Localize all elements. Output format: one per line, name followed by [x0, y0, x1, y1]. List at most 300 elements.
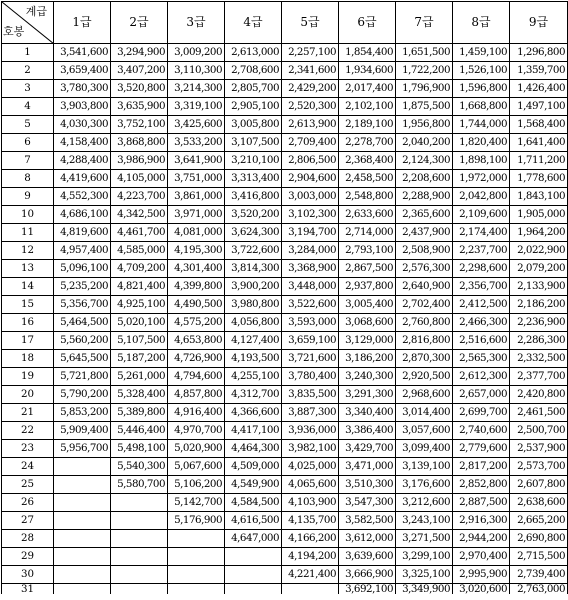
step-cell: 8 [2, 170, 54, 188]
salary-cell: 2,548,800 [339, 188, 396, 206]
salary-cell: 3,005,400 [339, 296, 396, 314]
table-row [2, 350, 568, 368]
salary-cell: 2,124,300 [396, 152, 453, 170]
salary-cell: 5,107,500 [111, 332, 168, 350]
salary-cell: 3,814,300 [225, 260, 282, 278]
salary-cell: 3,900,200 [225, 278, 282, 296]
salary-cell: 2,944,200 [453, 530, 510, 548]
salary-cell: 2,699,700 [453, 404, 510, 422]
salary-cell: 5,176,900 [168, 512, 225, 530]
salary-cell: 4,030,300 [54, 116, 111, 134]
salary-cell: 4,103,900 [282, 494, 339, 512]
table-row [2, 170, 568, 188]
salary-cell: 2,236,900 [510, 314, 568, 332]
salary-cell: 3,313,400 [225, 170, 282, 188]
salary-cell: 4,417,100 [225, 422, 282, 440]
salary-cell: 3,887,300 [282, 404, 339, 422]
salary-cell: 2,109,600 [453, 206, 510, 224]
salary-cell: 3,068,600 [339, 314, 396, 332]
table-row [2, 404, 568, 422]
step-cell: 7 [2, 152, 54, 170]
step-cell: 31 [2, 584, 54, 595]
salary-cell: 3,541,600 [54, 44, 111, 62]
step-cell: 16 [2, 314, 54, 332]
salary-cell: 1,744,000 [453, 116, 510, 134]
salary-cell: 4,056,800 [225, 314, 282, 332]
salary-cell: 2,995,900 [453, 566, 510, 584]
salary-cell: 1,668,800 [453, 98, 510, 116]
salary-cell [54, 530, 111, 548]
salary-cell: 1,964,200 [510, 224, 568, 242]
salary-cell: 2,286,300 [510, 332, 568, 350]
salary-cell: 2,102,100 [339, 98, 396, 116]
salary-cell: 3,099,400 [396, 440, 453, 458]
salary-cell: 5,560,200 [54, 332, 111, 350]
salary-cell: 3,624,300 [225, 224, 282, 242]
salary-cell: 5,235,200 [54, 278, 111, 296]
step-cell: 27 [2, 512, 54, 530]
salary-cell: 3,416,800 [225, 188, 282, 206]
salary-cell: 4,461,700 [111, 224, 168, 242]
salary-cell: 2,133,900 [510, 278, 568, 296]
salary-cell: 2,429,200 [282, 80, 339, 98]
salary-cell: 4,419,600 [54, 170, 111, 188]
salary-cell: 5,187,200 [111, 350, 168, 368]
salary-cell [225, 584, 282, 595]
salary-cell: 4,366,600 [225, 404, 282, 422]
step-cell: 14 [2, 278, 54, 296]
salary-cell: 3,751,000 [168, 170, 225, 188]
salary-cell: 3,212,600 [396, 494, 453, 512]
salary-cell: 1,905,000 [510, 206, 568, 224]
salary-cell: 3,752,100 [111, 116, 168, 134]
salary-cell: 4,647,000 [225, 530, 282, 548]
salary-cell: 3,971,000 [168, 206, 225, 224]
table-row [2, 422, 568, 440]
salary-cell: 3,612,000 [339, 530, 396, 548]
salary-cell: 5,096,100 [54, 260, 111, 278]
salary-cell: 3,659,100 [282, 332, 339, 350]
step-cell: 25 [2, 476, 54, 494]
salary-cell: 5,790,200 [54, 386, 111, 404]
salary-cell: 4,105,000 [111, 170, 168, 188]
salary-cell: 3,009,200 [168, 44, 225, 62]
salary-cell: 3,936,000 [282, 422, 339, 440]
salary-cell: 2,368,400 [339, 152, 396, 170]
salary-cell [111, 566, 168, 584]
table-row [2, 530, 568, 548]
salary-cell: 4,584,500 [225, 494, 282, 512]
salary-cell: 2,607,800 [510, 476, 568, 494]
salary-cell: 4,194,200 [282, 548, 339, 566]
salary-cell [111, 548, 168, 566]
step-cell: 9 [2, 188, 54, 206]
salary-cell [111, 584, 168, 595]
salary-cell: 2,613,900 [282, 116, 339, 134]
salary-cell: 4,464,300 [225, 440, 282, 458]
salary-cell: 4,127,400 [225, 332, 282, 350]
table-row [2, 494, 568, 512]
step-cell: 24 [2, 458, 54, 476]
salary-cell: 1,459,100 [453, 44, 510, 62]
salary-cell: 3,407,200 [111, 62, 168, 80]
table-row [2, 134, 568, 152]
corner-header-cell [2, 2, 54, 44]
salary-cell: 2,365,600 [396, 206, 453, 224]
grade-header: 3급 [168, 2, 225, 44]
salary-cell: 2,793,100 [339, 242, 396, 260]
salary-cell: 2,341,600 [282, 62, 339, 80]
salary-cell: 2,017,400 [339, 80, 396, 98]
salary-cell: 3,349,900 [396, 584, 453, 595]
salary-cell: 1,956,800 [396, 116, 453, 134]
salary-cell: 5,106,200 [168, 476, 225, 494]
salary-cell: 2,970,400 [453, 548, 510, 566]
grade-header: 6급 [339, 2, 396, 44]
grade-header: 7급 [396, 2, 453, 44]
salary-cell: 5,464,500 [54, 314, 111, 332]
salary-cell: 2,288,900 [396, 188, 453, 206]
table-row [2, 584, 568, 595]
salary-cell: 5,540,300 [111, 458, 168, 476]
salary-cell: 3,319,100 [168, 98, 225, 116]
salary-cell: 5,067,600 [168, 458, 225, 476]
corner-grade-label: 계급 [25, 5, 47, 18]
header-row [2, 2, 568, 44]
salary-cell: 2,278,700 [339, 134, 396, 152]
salary-cell: 2,779,600 [453, 440, 510, 458]
salary-cell: 3,520,200 [225, 206, 282, 224]
table-row [2, 296, 568, 314]
step-cell: 15 [2, 296, 54, 314]
table-row [2, 458, 568, 476]
salary-cell: 2,576,300 [396, 260, 453, 278]
salary-cell: 5,853,200 [54, 404, 111, 422]
step-cell: 26 [2, 494, 54, 512]
salary-cell: 4,399,800 [168, 278, 225, 296]
salary-cell: 5,645,500 [54, 350, 111, 368]
corner-step-label: 호봉 [3, 25, 25, 38]
salary-cell: 2,665,200 [510, 512, 568, 530]
table-row [2, 44, 568, 62]
step-cell: 22 [2, 422, 54, 440]
salary-cell: 3,639,600 [339, 548, 396, 566]
salary-cell: 2,520,300 [282, 98, 339, 116]
salary-cell: 3,522,600 [282, 296, 339, 314]
salary-cell: 2,905,100 [225, 98, 282, 116]
salary-cell: 4,726,900 [168, 350, 225, 368]
salary-cell: 2,920,500 [396, 368, 453, 386]
salary-cell: 2,079,200 [510, 260, 568, 278]
salary-cell: 3,980,800 [225, 296, 282, 314]
salary-cell: 4,490,500 [168, 296, 225, 314]
salary-cell: 3,014,400 [396, 404, 453, 422]
salary-cell: 4,193,500 [225, 350, 282, 368]
step-cell: 13 [2, 260, 54, 278]
grade-header: 8급 [453, 2, 510, 44]
salary-cell: 3,340,400 [339, 404, 396, 422]
salary-cell: 2,937,800 [339, 278, 396, 296]
salary-cell: 3,425,600 [168, 116, 225, 134]
salary-cell: 5,356,700 [54, 296, 111, 314]
salary-cell: 2,817,200 [453, 458, 510, 476]
salary-cell: 2,638,600 [510, 494, 568, 512]
table-row [2, 260, 568, 278]
step-cell: 5 [2, 116, 54, 134]
salary-cell: 3,520,800 [111, 80, 168, 98]
table-row [2, 386, 568, 404]
salary-cell [282, 584, 339, 595]
salary-cell: 2,714,000 [339, 224, 396, 242]
salary-cell: 4,970,700 [168, 422, 225, 440]
salary-cell: 1,820,400 [453, 134, 510, 152]
salary-cell: 1,972,000 [453, 170, 510, 188]
salary-cell: 3,533,200 [168, 134, 225, 152]
salary-cell: 3,005,800 [225, 116, 282, 134]
table-row [2, 548, 568, 566]
salary-cell: 3,547,300 [339, 494, 396, 512]
table-row [2, 476, 568, 494]
salary-cell: 2,657,000 [453, 386, 510, 404]
salary-cell: 5,580,700 [111, 476, 168, 494]
salary-cell: 1,359,700 [510, 62, 568, 80]
salary-cell: 2,022,900 [510, 242, 568, 260]
salary-cell: 2,867,500 [339, 260, 396, 278]
salary-cell: 2,904,600 [282, 170, 339, 188]
salary-cell: 4,616,500 [225, 512, 282, 530]
table-row [2, 152, 568, 170]
salary-cell: 5,142,700 [168, 494, 225, 512]
salary-cell: 2,356,700 [453, 278, 510, 296]
salary-cell: 4,025,000 [282, 458, 339, 476]
step-cell: 2 [2, 62, 54, 80]
table-row [2, 242, 568, 260]
salary-cell: 3,903,800 [54, 98, 111, 116]
salary-cell: 3,186,200 [339, 350, 396, 368]
salary-cell: 3,722,600 [225, 242, 282, 260]
salary-cell: 1,778,600 [510, 170, 568, 188]
table-row [2, 206, 568, 224]
salary-cell: 3,641,900 [168, 152, 225, 170]
salary-cell: 3,325,100 [396, 566, 453, 584]
grade-header: 9급 [510, 2, 568, 44]
salary-cell: 5,498,100 [111, 440, 168, 458]
salary-cell: 4,794,600 [168, 368, 225, 386]
salary-cell: 3,139,100 [396, 458, 453, 476]
salary-cell: 2,852,800 [453, 476, 510, 494]
table-row [2, 512, 568, 530]
salary-cell: 2,042,800 [453, 188, 510, 206]
salary-cell [168, 548, 225, 566]
salary-cell: 2,708,600 [225, 62, 282, 80]
salary-cell: 3,659,400 [54, 62, 111, 80]
step-cell: 4 [2, 98, 54, 116]
salary-cell: 3,835,500 [282, 386, 339, 404]
salary-cell [111, 494, 168, 512]
salary-cell: 2,516,600 [453, 332, 510, 350]
salary-cell: 3,291,300 [339, 386, 396, 404]
salary-cell: 3,243,100 [396, 512, 453, 530]
salary-cell: 4,288,400 [54, 152, 111, 170]
salary-cell: 3,510,300 [339, 476, 396, 494]
salary-cell: 3,194,700 [282, 224, 339, 242]
salary-cell: 1,843,100 [510, 188, 568, 206]
salary-cell: 4,857,800 [168, 386, 225, 404]
salary-cell: 4,135,700 [282, 512, 339, 530]
step-cell: 20 [2, 386, 54, 404]
salary-cell: 3,986,900 [111, 152, 168, 170]
salary-cell: 4,821,400 [111, 278, 168, 296]
table-row [2, 116, 568, 134]
salary-cell: 2,760,800 [396, 314, 453, 332]
salary-cell: 1,651,500 [396, 44, 453, 62]
salary-cell: 2,740,600 [453, 422, 510, 440]
salary-cell: 2,537,900 [510, 440, 568, 458]
salary-cell: 3,448,000 [282, 278, 339, 296]
salary-cell: 3,214,300 [168, 80, 225, 98]
salary-cell: 2,437,900 [396, 224, 453, 242]
salary-cell: 3,721,600 [282, 350, 339, 368]
salary-cell: 4,549,900 [225, 476, 282, 494]
salary-cell: 3,020,600 [453, 584, 510, 595]
salary-cell: 1,796,900 [396, 80, 453, 98]
salary-cell: 1,426,400 [510, 80, 568, 98]
step-cell: 23 [2, 440, 54, 458]
salary-cell: 3,294,900 [111, 44, 168, 62]
table-row [2, 368, 568, 386]
salary-cell: 4,065,600 [282, 476, 339, 494]
salary-cell: 5,020,100 [111, 314, 168, 332]
salary-cell: 3,982,100 [282, 440, 339, 458]
salary-cell: 3,299,100 [396, 548, 453, 566]
table-row [2, 224, 568, 242]
salary-cell: 4,301,400 [168, 260, 225, 278]
salary-cell: 3,110,300 [168, 62, 225, 80]
salary-cell: 2,500,700 [510, 422, 568, 440]
salary-cell: 2,040,200 [396, 134, 453, 152]
salary-cell: 1,596,800 [453, 80, 510, 98]
step-cell: 19 [2, 368, 54, 386]
salary-cell: 2,640,900 [396, 278, 453, 296]
salary-cell: 2,739,400 [510, 566, 568, 584]
salary-cell: 3,593,000 [282, 314, 339, 332]
step-cell: 28 [2, 530, 54, 548]
salary-cell [111, 530, 168, 548]
salary-cell: 2,612,300 [453, 368, 510, 386]
salary-cell: 4,509,000 [225, 458, 282, 476]
salary-cell: 2,174,400 [453, 224, 510, 242]
salary-cell: 4,686,100 [54, 206, 111, 224]
salary-cell: 2,420,800 [510, 386, 568, 404]
salary-cell: 2,461,500 [510, 404, 568, 422]
salary-cell: 1,722,200 [396, 62, 453, 80]
step-cell: 12 [2, 242, 54, 260]
salary-cell: 4,223,700 [111, 188, 168, 206]
salary-cell: 1,898,100 [453, 152, 510, 170]
salary-cell: 2,806,500 [282, 152, 339, 170]
salary-cell: 3,780,400 [282, 368, 339, 386]
salary-cell: 1,296,800 [510, 44, 568, 62]
salary-cell: 4,653,800 [168, 332, 225, 350]
salary-cell: 2,613,000 [225, 44, 282, 62]
salary-cell: 2,816,800 [396, 332, 453, 350]
salary-cell: 5,261,000 [111, 368, 168, 386]
salary-cell: 4,342,500 [111, 206, 168, 224]
table-row [2, 440, 568, 458]
salary-cell: 3,386,400 [339, 422, 396, 440]
salary-cell: 2,298,600 [453, 260, 510, 278]
salary-cell: 2,573,700 [510, 458, 568, 476]
salary-cell: 2,565,300 [453, 350, 510, 368]
step-cell: 10 [2, 206, 54, 224]
salary-cell: 2,690,800 [510, 530, 568, 548]
salary-cell [54, 476, 111, 494]
salary-cell: 2,715,500 [510, 548, 568, 566]
salary-cell: 2,887,500 [453, 494, 510, 512]
salary-cell [54, 458, 111, 476]
salary-cell: 4,925,100 [111, 296, 168, 314]
salary-cell [168, 566, 225, 584]
salary-cell [111, 512, 168, 530]
salary-cell: 3,692,100 [339, 584, 396, 595]
salary-cell: 3,102,300 [282, 206, 339, 224]
salary-cell: 3,582,500 [339, 512, 396, 530]
salary-cell: 3,176,600 [396, 476, 453, 494]
salary-cell: 5,909,400 [54, 422, 111, 440]
table-row [2, 314, 568, 332]
salary-cell: 1,641,400 [510, 134, 568, 152]
step-cell: 30 [2, 566, 54, 584]
salary-cell: 1,875,500 [396, 98, 453, 116]
salary-cell: 4,552,300 [54, 188, 111, 206]
salary-cell: 3,057,600 [396, 422, 453, 440]
salary-cell: 4,819,600 [54, 224, 111, 242]
salary-cell: 1,497,100 [510, 98, 568, 116]
salary-cell: 2,702,400 [396, 296, 453, 314]
step-cell: 21 [2, 404, 54, 422]
salary-cell [225, 566, 282, 584]
salary-cell: 2,466,300 [453, 314, 510, 332]
salary-cell: 4,158,400 [54, 134, 111, 152]
salary-cell: 5,956,700 [54, 440, 111, 458]
table-row [2, 188, 568, 206]
salary-cell: 4,195,300 [168, 242, 225, 260]
salary-cell [168, 584, 225, 595]
salary-cell: 2,916,300 [453, 512, 510, 530]
salary-cell: 5,389,800 [111, 404, 168, 422]
salary-cell: 4,312,700 [225, 386, 282, 404]
grade-header: 2급 [111, 2, 168, 44]
table-row [2, 278, 568, 296]
salary-cell: 2,633,600 [339, 206, 396, 224]
salary-cell: 4,957,400 [54, 242, 111, 260]
salary-cell [54, 512, 111, 530]
grade-header: 1급 [54, 2, 111, 44]
salary-cell: 3,271,500 [396, 530, 453, 548]
salary-cell: 4,585,000 [111, 242, 168, 260]
salary-cell: 4,221,400 [282, 566, 339, 584]
salary-cell: 4,916,400 [168, 404, 225, 422]
salary-cell: 1,854,400 [339, 44, 396, 62]
salary-cell: 2,508,900 [396, 242, 453, 260]
salary-cell: 2,189,100 [339, 116, 396, 134]
salary-cell: 4,575,200 [168, 314, 225, 332]
grade-header: 5급 [282, 2, 339, 44]
step-cell: 3 [2, 80, 54, 98]
salary-cell: 3,666,900 [339, 566, 396, 584]
salary-cell: 2,458,500 [339, 170, 396, 188]
salary-cell: 2,968,600 [396, 386, 453, 404]
